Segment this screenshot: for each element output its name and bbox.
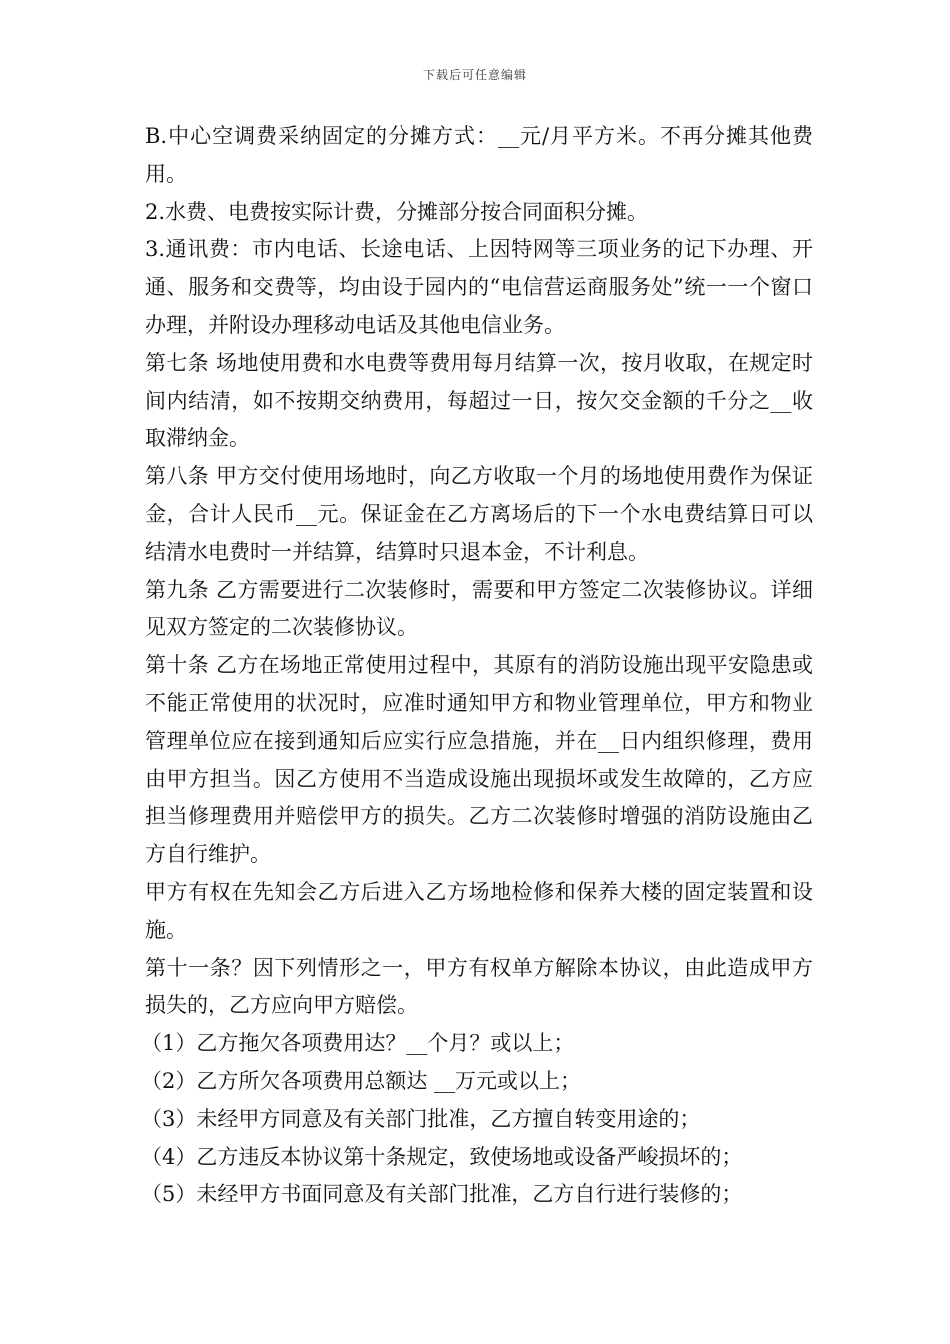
- paragraph-water-electric: 2.水费、电费按实际计费，分摊部分按合同面积分摊。: [145, 199, 649, 224]
- paragraph-article-11: 第十一条？因下列情形之一，甲方有权单方解除本协议，由此造成甲方损失的，乙方应向甲方赔偿。: [145, 955, 813, 1018]
- document-body: [141, 118, 813, 1214]
- paragraph-telecom: 3.通讯费：市内电话、长途电话、上因特网等三项业务的记下办理、开通、服务和交费等，均由设于园内的“电信营运商服务处”统一一个窗口办理，并附设办理移动电话及其他电信业务。: [145, 237, 813, 337]
- list-item-4: （4）乙方违反本协议第十条规定，致使场地或设备严峻损坏的；: [141, 1144, 743, 1169]
- paragraph-inspection-right: 甲方有权在先知会乙方后进入乙方场地检修和保养大楼的固定装置和设施。: [145, 879, 813, 942]
- paragraph-aircon-fee: B.中心空调费采纳固定的分摊方式：__元/月平方米。不再分摊其他费用。: [145, 124, 813, 186]
- list-item-3: （3）未经甲方同意及有关部门批准，乙方擅自转变用途的；: [141, 1106, 701, 1131]
- paragraph-article-7: 第七条 场地使用费和水电费等费用每月结算一次，按月收取，在规定时间内结清，如不按期交纳费用，每超过一日，按欠交金额的千分之__收取滞纳金。: [145, 350, 813, 451]
- list-item-1: （1）乙方拖欠各项费用达？__个月？或以上；: [141, 1031, 575, 1056]
- list-item-5: （5）未经甲方书面同意及有关部门批准，乙方自行进行装修的；: [141, 1182, 743, 1207]
- paragraph-article-8: 第八条 甲方交付使用场地时，向乙方收取一个月的场地使用费作为保证金，合计人民币__元。保证金在乙方离场后的下一个水电费结算日可以结清水电费时一并结算，结算时只退本金，不计利息。: [145, 464, 813, 564]
- list-item-2: （2）乙方所欠各项费用总额达 __万元或以上；: [141, 1068, 582, 1093]
- paragraph-article-9: 第九条 乙方需要进行二次装修时，需要和甲方签定二次装修协议。详细见双方签定的二次装修协议。: [145, 577, 813, 640]
- page-header: 下载后可任意编辑: [422, 68, 527, 82]
- paragraph-article-10: 第十条 乙方在场地正常使用过程中，其原有的消防设施出现平安隐患或不能正常使用的状况时，应准时通知甲方和物业管理单位，甲方和物业管理单位应在接到通知后应实行应急措施，并在__日内组织修理，费用由甲方担当。因乙方使用不当造成设施出现损坏或发生故障的，乙方应担当修理费用并赔偿甲方的损失。乙方二次装修时增强的消防设施由乙方自行维护。: [145, 653, 813, 867]
